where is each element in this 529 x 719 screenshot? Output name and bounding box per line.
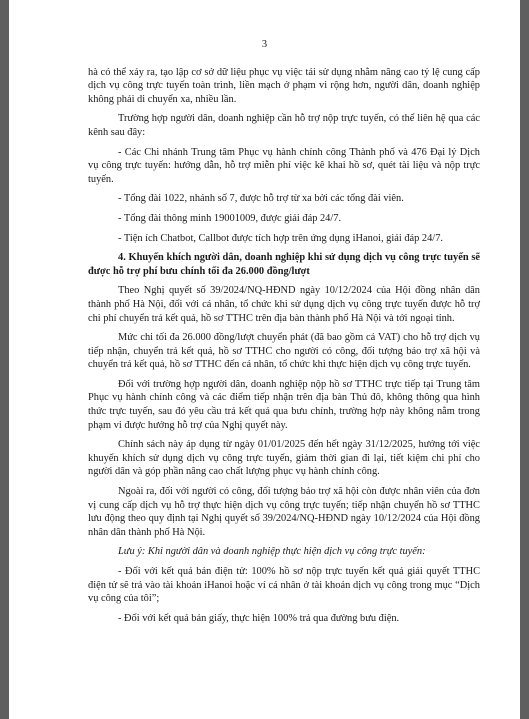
paragraph-resolution: Theo Nghị quyết số 39/2024/NQ-HĐND ngày 10/12/2024 của Hội đồng nhân dân thành phố Hà Nội, đối với cá nhân, tổ chức khi sử dụng dịch vụ công trực tuyến được hỗ trợ chi phí chuyển trả kết quả, hồ sơ TTHC trên địa bàn thành phố Hà Nội và tới ngoại tỉnh. <box>88 285 480 324</box>
bullet-hotline-1022: - Tổng đài 1022, nhánh số 7, được hỗ trợ từ xa bởi các tổng đài viên. <box>118 193 404 205</box>
paragraph-continuation: hà có thể xảy ra, tạo lập cơ sở dữ liệu phục vụ việc tái sử dụng nhằm nâng cao tỷ lệ cung cấp dịch vụ công trực tuyến toàn trình, liền mạch ở phạm vi rộng hơn, người dân, doanh nghiệp không phải di chuyển xa, nhiều lần. <box>88 66 480 105</box>
paragraph-additional: Ngoài ra, đối với người có công, đối tượng bảo trợ xã hội còn được nhân viên của đơn vị cung cấp dịch vụ hỗ trợ thực hiện dịch vụ công trực tuyến; tiếp nhận chuyển hồ sơ TTHC lưu động theo quy định tại Nghị quyết số 39/2024/NQ-HĐND ngày 10/12/2024 của Hội đồng nhân dân thành phố Hà Nội. <box>88 486 480 538</box>
bullet-branches: - Các Chi nhánh Trung tâm Phục vụ hành chính công Thành phố và 476 Đại lý Dịch vụ công trực tuyến: hướng dẫn, hỗ trợ miễn phí việc kê khai hồ sơ, quét tài liệu và nộp trực tuyến. <box>88 146 480 185</box>
bullet-electronic-result: - Đối với kết quả bản điện tử: 100% hồ sơ nộp trực tuyến kết quả giải quyết TTHC điện tử sẽ trả vào tài khoản iHanoi hoặc ví cá nhân ở tài khoản dịch vụ công trong mục “Dịch vụ công của tôi”; <box>88 566 480 605</box>
paragraph-support-intro: Trường hợp người dân, doanh nghiệp cần hỗ trợ nộp trực tuyến, có thể liên hệ qua các kênh sau đây: <box>88 113 480 138</box>
bullet-paper-result: - Đối với kết quả bản giấy, thực hiện 100% trả qua đường bưu điện. <box>118 612 400 624</box>
bullet-chatbot: - Tiện ích Chatbot, Callbot được tích hợp trên ứng dụng iHanoi, giải đáp 24/7. <box>118 232 443 244</box>
note-title: Lưu ý: Khi người dân và doanh nghiệp thực hiện dịch vụ công trực tuyến: <box>118 546 426 558</box>
page-number: 3 <box>261 39 268 50</box>
paragraph-policy-period: Chính sách này áp dụng từ ngày 01/01/2025 đến hết ngày 31/12/2025, hướng tới việc khuyến khích sử dụng dịch vụ công trực tuyến, giảm thời gian đi lại, tiết kiệm chi phí cho người dân và góp phần nâng cao chất lượng phục vụ hành chính công. <box>88 439 480 478</box>
section-heading-4: 4. Khuyến khích người dân, doanh nghiệp khi sử dụng dịch vụ công trực tuyến sẽ được hỗ trợ phí bưu chính tối đa 26.000 đồng/lượt <box>88 252 480 277</box>
paragraph-exception: Đối với trường hợp người dân, doanh nghiệp nộp hồ sơ TTHC trực tiếp tại Trung tâm Phục vụ hành chính công và các điểm tiếp nhận trên địa bàn Thủ đô, không thông qua hình thức trực tuyến, sau đó yêu cầu trả kết quả qua bưu chính, trường hợp này không nằm trong phạm vi được hưởng hỗ trợ của Nghị quyết này. <box>88 378 480 431</box>
bullet-smart-hotline: - Tổng đài thông minh 19001009, được giải đáp 24/7. <box>118 212 342 224</box>
paragraph-max-fee: Mức chi tối đa 26.000 đồng/lượt chuyển phát (đã bao gồm cả VAT) cho hỗ trợ dịch vụ tiếp nhận, chuyển trả kết quả, hồ sơ TTHC cho người có công, đối tượng bảo trợ xã hội và chuyển trả kết quả, hồ sơ TTHC đến cá nhân, tổ chức khi thực hiện dịch vụ công trực tuyến. <box>88 332 480 371</box>
document-page <box>9 0 520 719</box>
